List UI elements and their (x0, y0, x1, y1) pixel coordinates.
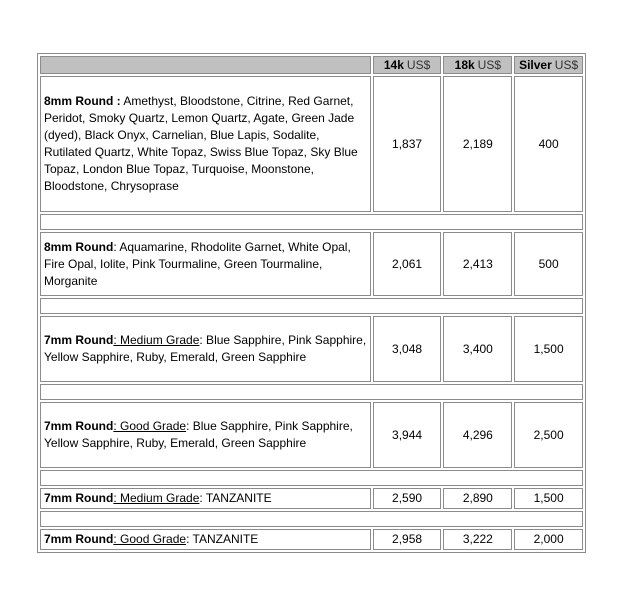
stone-description (40, 76, 371, 212)
price-silver: 400 (514, 76, 583, 212)
stone-list: : Blue Sapphire, Pink Sapphire, Yellow Sapphire, Ruby, Emerald, Green Sapphire (44, 419, 353, 450)
stone-size: 7mm Round (44, 532, 114, 546)
spacer-cell (40, 511, 583, 527)
price-silver: 1,500 (514, 316, 583, 382)
table-row (40, 76, 583, 212)
stone-grade: : Medium Grade (113, 491, 200, 505)
price-18k: 3,222 (443, 529, 512, 550)
table-row (40, 232, 583, 296)
spacer-cell (40, 214, 583, 230)
price-18k: 2,890 (443, 488, 512, 509)
spacer-cell (40, 470, 583, 486)
price-silver: 2,000 (514, 529, 583, 550)
price-14k: 2,061 (373, 232, 442, 296)
stone-description (40, 232, 371, 296)
spacer-cell (40, 298, 583, 314)
stone-description (40, 316, 371, 382)
header-18k (443, 56, 512, 74)
stone-list: Amethyst, Bloodstone, Citrine, Red Garnet, Peridot, Smoky Quartz, Lemon Quartz, Agate, Green Jade (dyed), Black Onyx, Carnelian, Blue Lapis, Sodalite, Rutilated Quartz, White Topaz, Swiss Blue Topaz, Sky Blue Topaz, London Blue Topaz, Turquoise, Moonstone, Bloodstone, Chrysoprase (44, 94, 358, 193)
table-row (40, 529, 583, 550)
price-silver: 2,500 (514, 402, 583, 468)
table-row (40, 488, 583, 509)
stone-description (40, 488, 371, 509)
stone-list: : Aquamarine, Rhodolite Garnet, White Opal, Fire Opal, Iolite, Pink Tourmaline, Green Tourmaline, Morganite (44, 239, 351, 288)
spacer-row (40, 470, 583, 486)
header-18k-unit: US$ (477, 58, 502, 72)
stone-size: 8mm Round (44, 239, 114, 254)
table-row (40, 402, 583, 468)
price-14k: 2,590 (373, 488, 442, 509)
header-silver-metal: Silver (519, 58, 552, 72)
stone-size: 7mm Round (44, 491, 114, 505)
price-18k: 2,189 (443, 76, 512, 212)
stone-list: : TANZANITE (186, 532, 259, 546)
price-14k: 3,944 (373, 402, 442, 468)
header-silver-unit: US$ (554, 58, 579, 72)
price-18k: 4,296 (443, 402, 512, 468)
header-14k-unit: US$ (406, 58, 431, 72)
price-14k: 2,958 (373, 529, 442, 550)
header-14k-metal: 14k (383, 58, 404, 72)
price-silver: 1,500 (514, 488, 583, 509)
header-silver (514, 56, 583, 74)
stone-list: : Blue Sapphire, Pink Sapphire, Yellow Sapphire, Ruby, Emerald, Green Sapphire (44, 333, 367, 364)
header-row (40, 56, 583, 74)
header-18k-metal: 18k (454, 58, 475, 72)
price-18k: 2,413 (443, 232, 512, 296)
price-14k: 1,837 (373, 76, 442, 212)
stone-description (40, 402, 371, 468)
spacer-row (40, 511, 583, 527)
stone-grade: : Medium Grade (113, 333, 200, 347)
spacer-row (40, 298, 583, 314)
spacer-row (40, 214, 583, 230)
price-14k: 3,048 (373, 316, 442, 382)
stone-grade: : Good Grade (113, 419, 187, 433)
table-row (40, 316, 583, 382)
stone-description (40, 529, 371, 550)
stone-list: : TANZANITE (199, 491, 272, 505)
stone-size: 7mm Round (44, 333, 114, 347)
spacer-cell (40, 384, 583, 400)
price-table (37, 53, 586, 553)
spacer-row (40, 384, 583, 400)
price-18k: 3,400 (443, 316, 512, 382)
header-14k (373, 56, 442, 74)
stone-size: 7mm Round (44, 419, 114, 433)
stone-grade: : Good Grade (113, 532, 187, 546)
price-silver: 500 (514, 232, 583, 296)
stone-size: 8mm Round : (44, 94, 121, 108)
header-description-cell (40, 56, 371, 74)
